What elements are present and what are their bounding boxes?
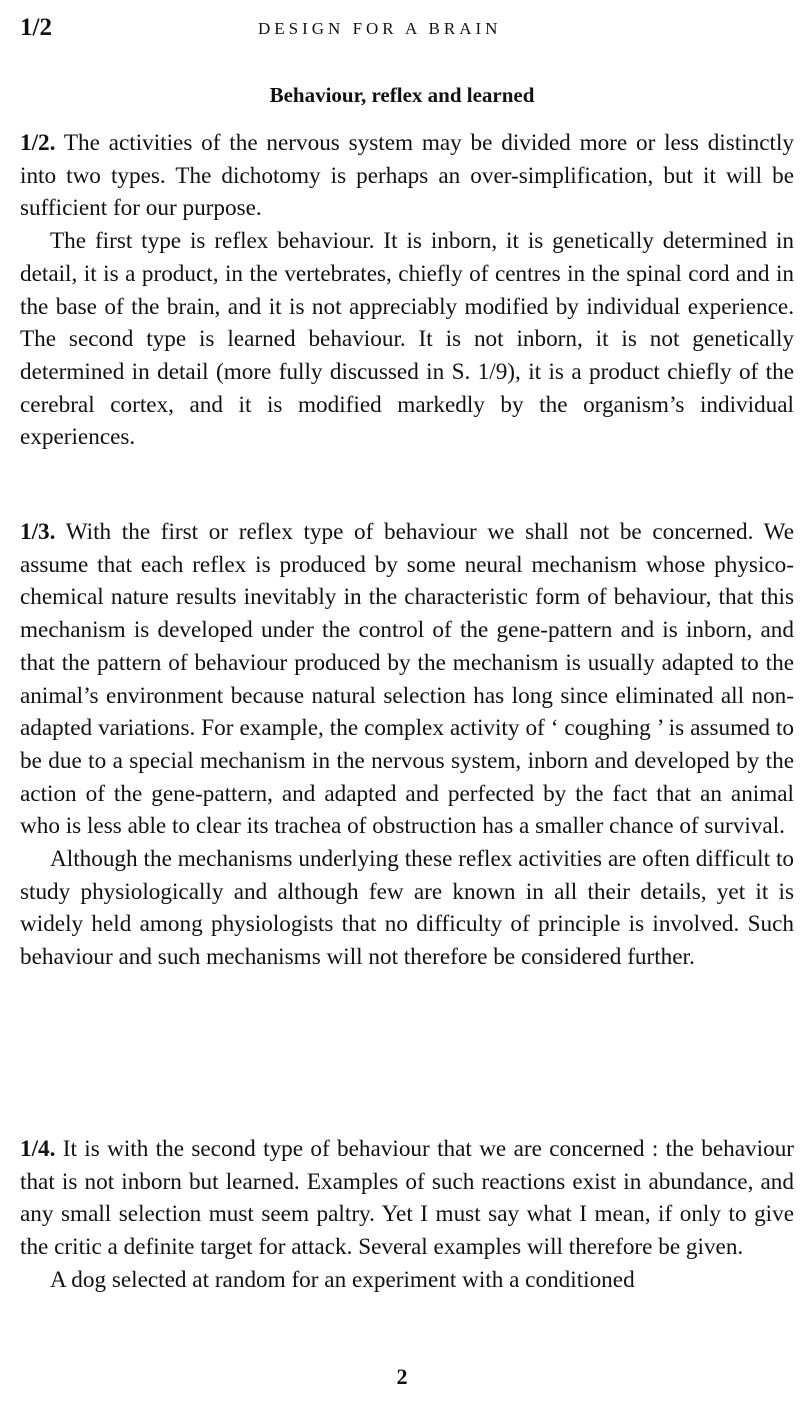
paragraph (20, 1133, 794, 1264)
section-number: 1/2. (20, 130, 56, 156)
running-head-section: 1/2 (20, 14, 52, 41)
running-head (20, 14, 790, 44)
section-number: 1/4. (20, 1136, 56, 1162)
running-head-title: DESIGN FOR A BRAIN (258, 19, 502, 38)
section-number: 1/3. (20, 519, 56, 545)
paragraph: A dog selected at random for an experiment with a conditioned (50, 1266, 635, 1293)
paragraph: The first type is reflex behaviour. It is inborn, it is genetically determined in detail, it is a product, in the vertebrates, chiefly of centres in the spinal cord and in the base of the brain, and it is not appreciably modified by individual experience. The second type is learned behaviour. It is not inborn, it is not genetically determined in detail (more fully discussed in S. 1/9), it is a product chiefly of the cerebral cortex, and it is modified markedly by the organism’s individual experiences. (20, 228, 794, 451)
section-1-4 (20, 1133, 794, 1297)
paragraph (20, 516, 794, 843)
paragraph: Although the mechanisms underlying these reflex activities are often difficult to study physiologically and although few are known in all their details, yet it is widely held among physiologists that no difficulty of principle is involved. Such behaviour and such mechanisms will not therefore be considered further. (20, 846, 794, 971)
paragraph (20, 127, 794, 225)
page-number: 2 (396, 1364, 408, 1389)
paragraph-text: With the first or reflex type of behaviour we shall not be concerned. We assume that each reflex is produced by some neural mechanism whose physico-chemical nature results inevitably in the characteristic form of behaviour, that this mechanism is developed under the control of the gene-pattern and is inborn, and that the pattern of behaviour produced by the mechanism is usually adapted to the animal’s environment because natural selection has long since eliminated all non-adapted variations. For example, the complex activity of ‘ coughing ’ is assumed to be due to a special mechanism in the nervous system, inborn and developed by the action of the gene-pattern, and adapted and perfected by the fact that an animal who is less able to clear its trachea of obstruction has a smaller chance of survival. (20, 519, 794, 840)
section-heading: Behaviour, reflex and learned (269, 83, 535, 107)
section-1-3 (20, 516, 794, 974)
paragraph-text: It is with the second type of behaviour that we are concerned : the behaviour that is not inborn but learned. Examples of such reactions exist in abundance, and any small selection must seem paltry. Yet I must say what I mean, if only to give the critic a definite target for attack. Several examples will therefore be given. (20, 1136, 795, 1261)
section-1-2 (20, 127, 794, 454)
paragraph-text: The activities of the nervous system may be divided more or less distinctly into two types. The dichotomy is perhaps an over-simplification, but it will be sufficient for our purpose. (20, 130, 795, 222)
